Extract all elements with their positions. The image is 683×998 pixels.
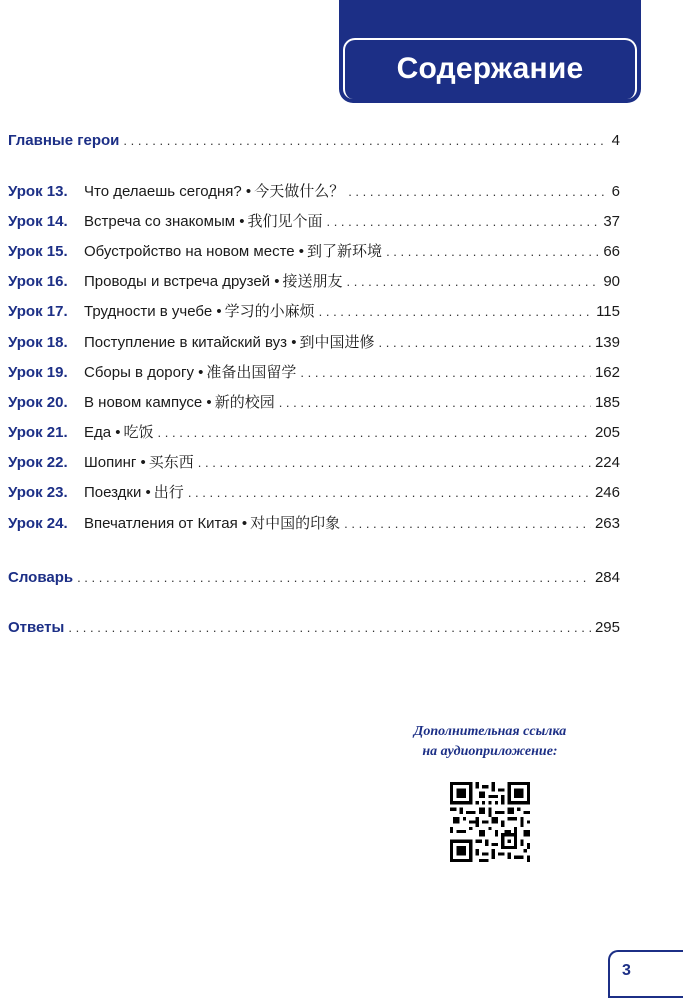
lesson-title: Шопинг • bbox=[84, 454, 146, 471]
lesson-title: Сборы в дорогу • bbox=[84, 364, 204, 381]
lesson-title-chinese: 接送朋友 bbox=[282, 272, 343, 290]
toc-entry-page: 37 bbox=[603, 213, 620, 230]
lesson-number: Урок 22. bbox=[8, 454, 68, 471]
lesson-title: Проводы и встреча друзей • bbox=[84, 273, 280, 290]
lesson-number: Урок 23. bbox=[8, 484, 68, 501]
dot-leader bbox=[279, 392, 591, 414]
toc-entry-main-heroes[interactable] bbox=[8, 130, 620, 152]
lesson-number: Урок 24. bbox=[8, 515, 68, 532]
lesson-number: Урок 15. bbox=[8, 243, 68, 260]
lesson-title: Встреча со знакомым • bbox=[84, 213, 245, 230]
toc-entry-page: 284 bbox=[594, 569, 620, 586]
dot-leader bbox=[386, 241, 599, 263]
dot-leader bbox=[198, 452, 591, 474]
dot-leader bbox=[344, 513, 591, 535]
lesson-title-chinese: 出行 bbox=[153, 483, 184, 501]
toc-entry-lesson[interactable] bbox=[8, 451, 620, 473]
lesson-number: Урок 19. bbox=[8, 364, 68, 381]
lesson-title: Трудности в учебе • bbox=[84, 303, 222, 320]
dot-leader bbox=[188, 482, 591, 504]
toc-entry-lesson[interactable] bbox=[8, 180, 620, 202]
lesson-title-chinese: 到了新环境 bbox=[307, 242, 383, 260]
qr-code-icon[interactable] bbox=[450, 782, 530, 862]
lesson-number: Урок 17. bbox=[8, 303, 68, 320]
audio-caption-line-1: Дополнительная ссылка bbox=[413, 724, 567, 739]
toc-entry-page: 162 bbox=[594, 364, 620, 381]
lesson-title: Еда • bbox=[84, 424, 121, 441]
toc-entry-lesson[interactable] bbox=[8, 421, 620, 443]
dot-leader bbox=[348, 181, 607, 203]
toc-entry-page: 205 bbox=[594, 424, 620, 441]
audio-link-caption bbox=[380, 722, 600, 762]
lesson-title-chinese: 学习的小麻烦 bbox=[224, 302, 315, 320]
lesson-number: Урок 20. bbox=[8, 394, 68, 411]
toc-entry-page: 185 bbox=[594, 394, 620, 411]
toc-entry-page: 66 bbox=[603, 243, 620, 260]
toc-entry-lesson[interactable] bbox=[8, 481, 620, 503]
toc-entry-lesson[interactable] bbox=[8, 300, 620, 322]
lesson-title: Поездки • bbox=[84, 484, 151, 501]
toc-entry-page: 224 bbox=[594, 454, 620, 471]
dot-leader bbox=[347, 271, 600, 293]
lesson-number: Урок 16. bbox=[8, 273, 68, 290]
toc-entry-page: 139 bbox=[594, 334, 620, 351]
page-number: 3 bbox=[622, 962, 631, 979]
toc-entry-page: 263 bbox=[594, 515, 620, 532]
dot-leader bbox=[68, 617, 591, 639]
toc-entry-lesson[interactable] bbox=[8, 240, 620, 262]
dot-leader bbox=[158, 422, 591, 444]
lesson-title-chinese: 对中国的印象 bbox=[250, 514, 341, 532]
toc-entry-page: 4 bbox=[611, 132, 620, 149]
dot-leader bbox=[300, 362, 591, 384]
toc-entry-lesson[interactable] bbox=[8, 361, 620, 383]
toc-entry-page: 295 bbox=[594, 619, 620, 636]
toc-entry-page: 90 bbox=[603, 273, 620, 290]
lesson-title-chinese: 今天做什么？ bbox=[254, 182, 345, 200]
lesson-title-chinese: 准备出国留学 bbox=[206, 363, 297, 381]
toc-entry-lesson[interactable] bbox=[8, 391, 620, 413]
dot-leader bbox=[379, 332, 591, 354]
toc-entry-title: Словарь bbox=[8, 569, 74, 586]
toc-entry-lesson[interactable] bbox=[8, 210, 620, 232]
header-banner bbox=[339, 0, 641, 103]
page-number-tab bbox=[608, 950, 683, 998]
toc-entry-lesson[interactable] bbox=[8, 512, 620, 534]
toc-entry-lesson[interactable] bbox=[8, 331, 620, 353]
dot-leader bbox=[326, 211, 599, 233]
lesson-title-chinese: 吃饭 bbox=[123, 423, 154, 441]
dot-leader bbox=[77, 567, 591, 589]
lesson-title: Обустройство на новом месте • bbox=[84, 243, 305, 260]
dot-leader bbox=[319, 301, 592, 323]
lesson-title-chinese: 到中国进修 bbox=[299, 333, 375, 351]
lesson-number: Урок 18. bbox=[8, 334, 68, 351]
lesson-title: Поступление в китайский вуз • bbox=[84, 334, 297, 351]
lesson-title-chinese: 新的校园 bbox=[214, 393, 275, 411]
lesson-title: Впечатления от Китая • bbox=[84, 515, 248, 532]
lesson-title: Что делаешь сегодня? • bbox=[84, 183, 252, 200]
page-title: Содержание bbox=[396, 52, 584, 85]
lesson-number: Урок 14. bbox=[8, 213, 68, 230]
toc-entry-title: Главные герои bbox=[8, 132, 120, 149]
lesson-title-chinese: 买东西 bbox=[148, 453, 194, 471]
toc-entry-page: 6 bbox=[611, 183, 620, 200]
lesson-number: Урок 21. bbox=[8, 424, 68, 441]
toc-entry-answers[interactable] bbox=[8, 617, 620, 639]
audio-caption-line-2: на аудиоприложение: bbox=[422, 744, 558, 759]
toc-entry-dictionary[interactable] bbox=[8, 567, 620, 589]
toc-entry-lesson[interactable] bbox=[8, 270, 620, 292]
lesson-number: Урок 13. bbox=[8, 183, 68, 200]
toc-entry-title: Ответы bbox=[8, 619, 65, 636]
toc-entry-page: 246 bbox=[594, 484, 620, 501]
lesson-title-chinese: 我们见个面 bbox=[247, 212, 323, 230]
lesson-title: В новом кампусе • bbox=[84, 394, 212, 411]
toc-entry-page: 115 bbox=[596, 303, 620, 320]
dot-leader bbox=[123, 130, 607, 152]
